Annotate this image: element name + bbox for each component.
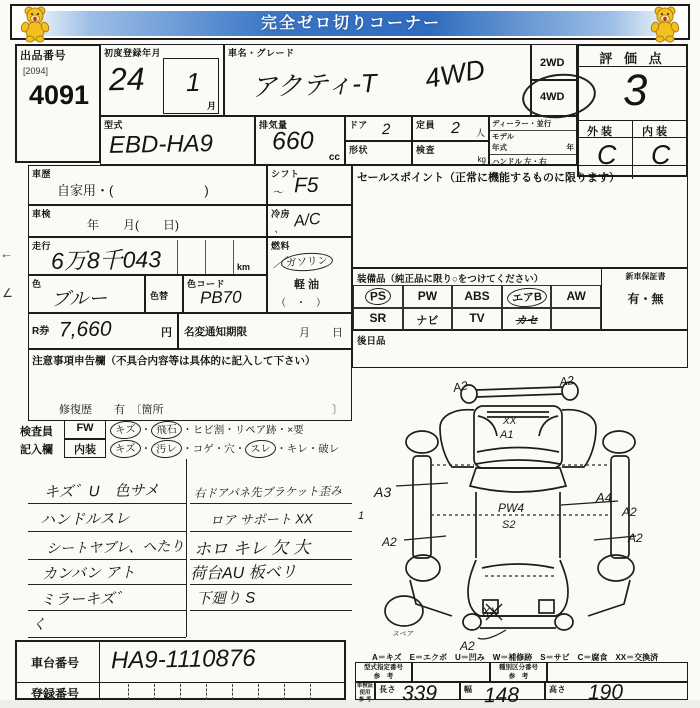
year-unit: 年 xyxy=(566,143,574,152)
class-number-ref: 参 考 xyxy=(508,673,529,681)
vehicle-name-label: 車名・グレード xyxy=(228,48,295,58)
separator: ・ xyxy=(224,424,235,436)
separator: ・ xyxy=(140,443,152,455)
vehicle-name-cell xyxy=(224,44,531,116)
score-box xyxy=(577,44,688,177)
shaken-value: 年 月( 日) xyxy=(87,218,179,232)
vehicle-diagram xyxy=(356,364,692,652)
drive-2wd-label: 2WD xyxy=(540,57,565,69)
note-right: 右ドアパネ先ブラケット歪み xyxy=(193,485,342,501)
mileage-cell xyxy=(28,237,267,275)
fuel-tick: ／ xyxy=(272,254,287,271)
yen-unit: 円 xyxy=(161,327,172,339)
registration-grid-line xyxy=(180,684,181,700)
equipment-box xyxy=(352,268,688,330)
r-ticket-label: R券 xyxy=(32,326,50,337)
displacement-label: 排気量 xyxy=(259,120,288,130)
fw-item: ヒビ割 xyxy=(192,424,225,436)
note-left: ミラーキズ゛ xyxy=(39,590,130,609)
note-left: キズ゛U 色サメ xyxy=(43,481,160,502)
equipment-cassette-struck: カセ xyxy=(515,315,538,327)
registration-grid-line xyxy=(284,684,285,700)
doc-ref-label: 車検証使用 xyxy=(356,683,374,697)
diagram-mark: A1 xyxy=(500,429,514,441)
score-label: 評 価 点 xyxy=(579,46,686,67)
shaken-cell xyxy=(28,205,267,237)
note-underline xyxy=(28,610,186,611)
length-label: 長さ xyxy=(379,685,396,694)
type-number-ref: 参 考 xyxy=(373,673,394,681)
fuel-label: 燃料 xyxy=(271,241,291,251)
sales-point-label: セールスポイント（正常に機能するものに限ります） xyxy=(357,172,621,184)
teddy-bear-icon xyxy=(20,5,50,41)
fw-item: リペア跡 xyxy=(234,424,277,436)
interior-grade: C xyxy=(650,139,671,171)
diagram-mark: A2 xyxy=(382,535,397,549)
type-number-label: 型式指定番号 xyxy=(364,664,403,671)
year-label: 年式 xyxy=(492,143,507,152)
note-left: ハンドルスレ xyxy=(39,510,130,529)
class-number-cell xyxy=(490,662,547,682)
history-label: 車歴 xyxy=(32,169,52,179)
color-change-label: 色替 xyxy=(150,291,169,301)
diagram-mark: A3 xyxy=(374,484,392,500)
registration-grid-line xyxy=(258,684,259,700)
note-left: カンバン アト xyxy=(41,564,136,583)
chassis-row-divider xyxy=(17,682,345,683)
fuel-gasoline-option: ガソリン xyxy=(280,251,333,273)
shift-value: F5 xyxy=(293,173,319,198)
kg-unit: kg xyxy=(477,155,486,164)
mileage-unit: km xyxy=(237,262,251,272)
note-underline xyxy=(28,503,186,504)
ac-label: 冷房 xyxy=(271,209,291,219)
model-code-label: 型式 xyxy=(104,120,124,130)
shape-label: 形状 xyxy=(349,145,369,155)
registration-grid-line xyxy=(310,684,311,700)
color-cell xyxy=(28,275,145,313)
interior-item: キレ xyxy=(286,443,308,455)
separator: ・ xyxy=(276,443,287,455)
history-cell xyxy=(28,165,267,205)
doc-ref-cell xyxy=(355,682,375,704)
color-code-label: 色コード xyxy=(187,279,226,289)
door-label: ドア xyxy=(349,120,368,130)
equipment-item-ps xyxy=(353,285,403,308)
later-items-label: 後日品 xyxy=(357,336,386,347)
separator: ・ xyxy=(307,443,319,455)
diagram-mark: A2 xyxy=(628,531,643,545)
class-number-value-cell xyxy=(547,662,688,682)
width-value: 148 xyxy=(483,683,520,708)
warranty-cell xyxy=(601,269,689,331)
interior-row-cell: 内装 xyxy=(64,439,106,458)
registration-grid-line xyxy=(206,684,207,700)
model-code-cell xyxy=(100,116,255,165)
exterior-label: 外 装 xyxy=(587,126,613,138)
interior-item: コゲ xyxy=(192,443,214,455)
equipment-grid xyxy=(353,285,601,331)
first-registration-cell xyxy=(100,44,224,116)
interior-item: 穴 xyxy=(224,443,235,455)
note-right: ホロ キレ 欠 大 xyxy=(193,537,311,560)
fw-item-circled: キズ xyxy=(109,420,141,440)
type-number-value-cell xyxy=(412,662,490,682)
lot-number-label: 出品番号 xyxy=(20,50,66,62)
separator: ・ xyxy=(234,443,246,455)
color-code-value: PB70 xyxy=(199,287,242,308)
digit-divider xyxy=(177,240,178,274)
note-underline xyxy=(190,610,352,611)
drive-4wd-label: 4WD xyxy=(540,91,565,103)
banner xyxy=(10,4,690,40)
note-left: シートヤブレ、ヘたり xyxy=(45,537,185,557)
teddy-bear-icon xyxy=(650,5,680,41)
separator: ・ xyxy=(213,443,225,455)
interior-item-circled: スレ xyxy=(245,439,277,459)
caution-box xyxy=(28,349,352,421)
note-underline xyxy=(28,531,186,532)
notes-divider xyxy=(186,459,187,637)
r-ticket-value: 7,660 xyxy=(58,317,112,342)
history-value: 自家用・( ) xyxy=(57,183,209,198)
model-small-label: モデル xyxy=(492,132,515,141)
note-underline xyxy=(28,559,186,560)
color-code-cell xyxy=(183,275,267,313)
diagram-mark: A2 xyxy=(460,639,475,653)
diagram-legend: A＝キズ E＝エクボ U＝凹み W＝補修跡 S＝サビ C＝腐食 XX＝交換済 xyxy=(372,653,659,662)
color-value: ブルー xyxy=(50,288,108,311)
separator: ・ xyxy=(276,424,288,436)
length-value: 339 xyxy=(401,681,438,706)
note-right: 下廻り S xyxy=(195,589,256,608)
width-label: 幅 xyxy=(464,685,473,694)
digit-divider xyxy=(205,240,206,274)
margin-angle-mark: ∠ xyxy=(1,285,13,301)
registration-grid-line xyxy=(154,684,155,700)
chassis-label: 車台番号 xyxy=(31,656,80,670)
note-underline xyxy=(190,503,352,504)
equipment-item: ABS xyxy=(452,285,502,308)
equipment-item: PW xyxy=(403,285,453,308)
door-cell xyxy=(345,116,412,141)
spare-tire-label: スペア xyxy=(392,631,413,638)
displacement-cell xyxy=(255,116,345,165)
banner-title: 完全ゼロ切りコーナー xyxy=(24,11,678,36)
equipment-item-cassette xyxy=(502,308,552,331)
note-right: 荷台AU 板ベリ xyxy=(189,564,297,583)
interior-item-circled: 汚レ xyxy=(151,439,183,459)
vehicle-drive-value: 4WD xyxy=(422,54,488,94)
first-registration-label: 初度登録年月 xyxy=(104,48,162,58)
inspection-cell xyxy=(412,141,489,165)
dealer-label: ディーラー・並行 xyxy=(490,117,576,131)
shift-cell xyxy=(267,165,352,205)
displacement-value: 660 xyxy=(271,126,314,156)
doc-ref-ref: 参 考 xyxy=(358,697,372,704)
diagram-mark: XX xyxy=(503,416,517,427)
fw-item: ×要 xyxy=(287,424,304,436)
chassis-label-divider xyxy=(99,642,100,699)
first-registration-month-cell xyxy=(163,58,219,114)
equipment-airbag-circled: エアB xyxy=(506,287,547,309)
note-stray-mark: く xyxy=(31,615,47,633)
equipment-item: ナビ xyxy=(403,308,453,331)
fold-dotted-lines xyxy=(431,465,611,576)
margin-arrow-mark: ← xyxy=(0,245,14,262)
note-underline xyxy=(28,584,186,585)
later-items-box xyxy=(352,330,688,368)
repair-history-close: 〕 xyxy=(332,404,343,416)
capacity-unit: 人 xyxy=(475,128,485,138)
note-underline xyxy=(190,584,352,585)
lot-number-value: 4091 xyxy=(29,80,90,110)
equipment-ps-circled: PS xyxy=(364,287,391,306)
warranty-value: 有・無 xyxy=(627,292,664,306)
year-line xyxy=(490,142,576,155)
registration-grid-line xyxy=(232,684,233,700)
interior-items-row xyxy=(110,440,354,458)
diagram-mark: XX xyxy=(482,605,499,619)
handle-label: ハンドル 左・右 xyxy=(492,157,547,166)
vehicle-name-value: アクティ-T xyxy=(250,67,378,103)
diagram-mark: PW4 xyxy=(498,501,525,515)
caution-label: 注意事項申告欄（不具合内容等は具体的に記入して下さい） xyxy=(32,355,316,367)
chassis-value: HA9-1110876 xyxy=(110,644,256,675)
warranty-label: 新車保証書 xyxy=(625,272,666,281)
equipment-item: SR xyxy=(353,308,403,331)
type-number-cell xyxy=(355,662,412,682)
diagram-mark: A4 xyxy=(596,490,612,505)
r-ticket-cell xyxy=(28,313,178,349)
ac-value: A/C xyxy=(293,210,322,231)
ac-cell xyxy=(267,205,352,237)
interior-item: 破レ xyxy=(318,443,340,455)
diagram-mark: A2 xyxy=(558,373,575,389)
diagram-mark: 1 xyxy=(358,510,365,522)
inspector-label-1: 検査員 xyxy=(20,426,53,438)
separator: ・ xyxy=(182,443,193,455)
capacity-cell xyxy=(412,116,489,141)
equipment-item-airbag xyxy=(502,285,552,308)
model-code-value: EBD-HA9 xyxy=(108,130,214,159)
sales-point-box xyxy=(352,165,688,268)
rename-deadline-label: 名変通知期限 xyxy=(184,326,247,338)
exterior-grade: C xyxy=(596,139,617,171)
first-registration-month: 1 xyxy=(185,66,201,98)
repair-history-line: 修復歴 有 〔箇所 xyxy=(59,404,164,416)
fuel-diesel-option: 軽 油 xyxy=(294,279,320,291)
score-value: 3 xyxy=(622,65,648,116)
mileage-value: 6万8千043 xyxy=(50,246,162,274)
dealer-info-cell xyxy=(489,116,577,165)
digit-divider xyxy=(233,240,234,274)
registration-label: 登録番号 xyxy=(31,687,80,701)
capacity-value: 2 xyxy=(450,119,461,138)
equipment-item: TV xyxy=(452,308,502,331)
month-unit: 月 xyxy=(206,101,216,111)
fuel-paren: （ ・ ） xyxy=(276,298,326,309)
separator: ・ xyxy=(140,424,152,436)
door-value: 2 xyxy=(381,120,391,139)
shape-cell xyxy=(345,141,412,165)
registration-grid-line xyxy=(128,684,129,700)
diagram-mark: A2 xyxy=(451,378,469,395)
rename-deadline-cell xyxy=(178,313,352,349)
equipment-item: AW xyxy=(551,285,601,308)
diagram-mark: S2 xyxy=(502,519,516,531)
mileage-label: 走行 xyxy=(32,241,52,251)
lot-number-cell xyxy=(15,44,101,163)
equipment-item-empty xyxy=(551,308,601,331)
note-right: ロア サポート XX xyxy=(209,511,313,528)
height-label: 高さ xyxy=(549,685,566,694)
interior-label: 内 装 xyxy=(642,126,668,138)
lot-code: [2094] xyxy=(23,66,49,76)
height-value: 190 xyxy=(587,680,624,705)
shift-label: シフト xyxy=(271,169,300,179)
displacement-unit: cc xyxy=(328,152,340,163)
note-underline xyxy=(190,531,352,532)
first-registration-year: 24 xyxy=(108,60,145,98)
fw-items-row xyxy=(110,421,354,439)
diagram-mark: A2 xyxy=(622,505,637,519)
capacity-label: 定員 xyxy=(416,120,436,130)
ac-tick: 、 xyxy=(273,223,285,236)
color-label: 色 xyxy=(32,279,42,289)
fw-cell: FW xyxy=(64,420,106,439)
rename-deadline-value: 月 日 xyxy=(299,327,343,339)
color-change-cell xyxy=(145,275,183,313)
shaken-label: 車検 xyxy=(32,209,52,219)
inspector-label-2: 記入欄 xyxy=(20,444,53,456)
shift-tick: 〜 xyxy=(271,186,284,200)
inspection-label: 検査 xyxy=(416,145,436,155)
interior-item-circled: キズ xyxy=(109,439,141,459)
note-underline xyxy=(28,637,186,638)
fw-item-circled: 飛石 xyxy=(151,420,183,440)
fuel-cell xyxy=(267,237,352,313)
equipment-label: 装備品（純正品に限り○をつけてください） xyxy=(357,274,544,285)
separator: ・ xyxy=(182,424,193,436)
class-number-label: 種別区分番号 xyxy=(499,664,538,671)
